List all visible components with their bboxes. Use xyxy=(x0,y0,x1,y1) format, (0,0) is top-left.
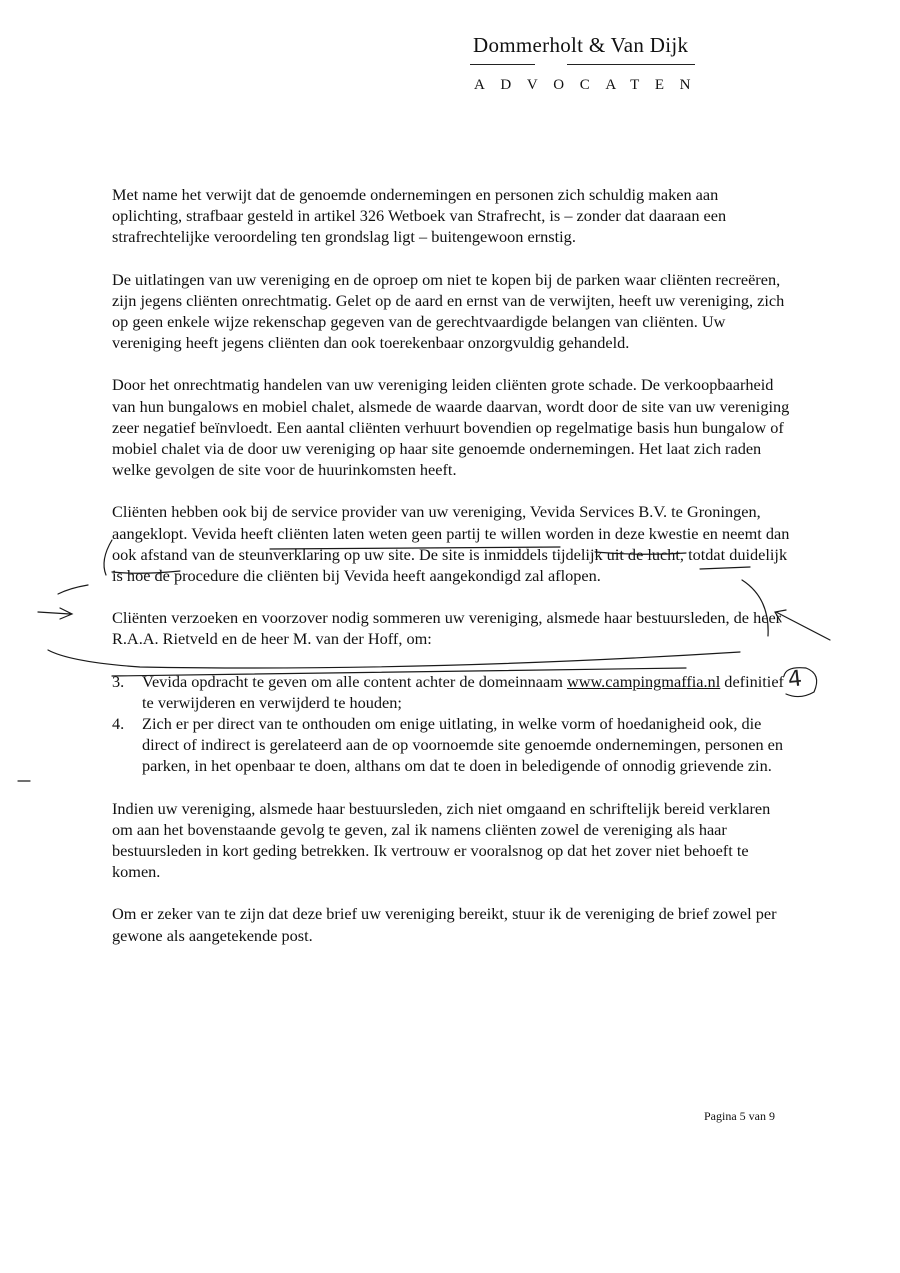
paragraph-2: De uitlatingen van uw vereniging en de oproep om niet te kopen bij de parken waar cliënten recreëren, zijn jegens cliënten onrechtmatig. Gelet op de aard en ernst van de verwijten, heeft uw vereniging, zich op geen enkele wijze rekenschap gegeven van de gerechtvaardigde belangen van cliënten. Uw vereniging heeft jegens cliënten dan ook toerekenbaar onzorgvuldig gehandeld. xyxy=(112,269,785,353)
list-item-text-before: Vevida opdracht te geven om alle content achter de domeinnaam xyxy=(142,671,567,691)
page-number: Pagina 5 van 9 xyxy=(704,1109,775,1123)
paragraph-3: Door het onrechtmatig handelen van uw vereniging leiden cliënten grote schade. De verkoopbaarheid van hun bungalows en mobiel chalet, alsmede de waarde daarvan, wordt door de site van uw vereniging zeer negatief beïnvloedt. Een aantal cliënten verhuurt bovendien op regelmatige basis hun bungalow of mobiel chalet via de door uw vereniging op haar site genoemde ondernemingen. Het laat zich raden welke gevolgen de site voor de huurinkomsten heeft. xyxy=(112,375,790,480)
list-item-text-after: definitief te verwijderen en verwijderd te houden; xyxy=(142,671,784,712)
firm-subtitle: ADVOCATEN xyxy=(474,77,707,93)
letterhead-rule-left xyxy=(470,64,535,65)
list-item-number: 4. xyxy=(112,714,125,734)
list-item-text: Zich er per direct van te onthouden om enige uitlating, in welke vorm of hoedanigheid ook, die direct of indirect is gerelateerd aan de op voornoemde site genoemde ondernemingen, personen en parken, in het openbaar te doen, althans om dat te doen in beledigende of onnodig grievende zin. xyxy=(142,714,784,776)
pen-left-dash xyxy=(58,585,88,594)
paragraph-5: Cliënten verzoeken en voorzover nodig sommeren uw vereniging, alsmede haar bestuursleden, de heer R.A.A. Rietveld en de heer M. van der Hoff, om: xyxy=(112,608,782,649)
letter-body xyxy=(112,184,792,967)
pen-arc-bracket xyxy=(104,540,112,575)
pen-left-arrow xyxy=(38,608,72,619)
closing-paragraph-2: Om er zeker van te zijn dat deze brief uw vereniging bereikt, stuur ik de vereniging de brief zowel per gewone als aangetekende post. xyxy=(112,904,777,945)
firm-name: Dommerholt & Van Dijk xyxy=(473,33,689,57)
list-item-number: 3. xyxy=(112,671,125,691)
paragraph-4: Cliënten hebben ook bij de service provider van uw vereniging, Vevida Services B.V. te Groningen, aangeklopt. Vevida heeft cliënten laten weten geen partij te willen worden in deze kwestie en neemt dan ook afstand van de steunverklaring op uw site. De site is inmiddels tijdelijk uit de lucht, totdat duidelijk is hoe de procedure die cliënten bij Vevida heeft aangekondigd zal aflopen. xyxy=(112,502,790,586)
letterhead-rule-right xyxy=(567,64,695,65)
list-item xyxy=(112,713,792,777)
closing-paragraph-1: Indien uw vereniging, alsmede haar bestuursleden, zich niet omgaand en schriftelijk bereid verklaren om aan het bovenstaande gevolg te geven, zal ik namens cliënten zowel de vereniging als haar bestuursleden in kort geding betrekken. Ik vertrouw er vooralsnog op dat het zover niet behoeft te komen. xyxy=(112,798,771,882)
list-item xyxy=(112,671,792,713)
domain-link[interactable]: www.campingmaffia.nl xyxy=(566,671,721,691)
demands-list xyxy=(112,671,792,777)
handwritten-number: 4 xyxy=(786,666,804,693)
paragraph-1: Met name het verwijt dat de genoemde ondernemingen en personen zich schuldig maken aan oplichting, strafbaar gesteld in artikel 326 Wetboek van Strafrecht, is – zonder dat daaraan een strafrechtelijke veroordeling ten grondslag ligt – buitengewoon ernstig. xyxy=(112,185,727,247)
